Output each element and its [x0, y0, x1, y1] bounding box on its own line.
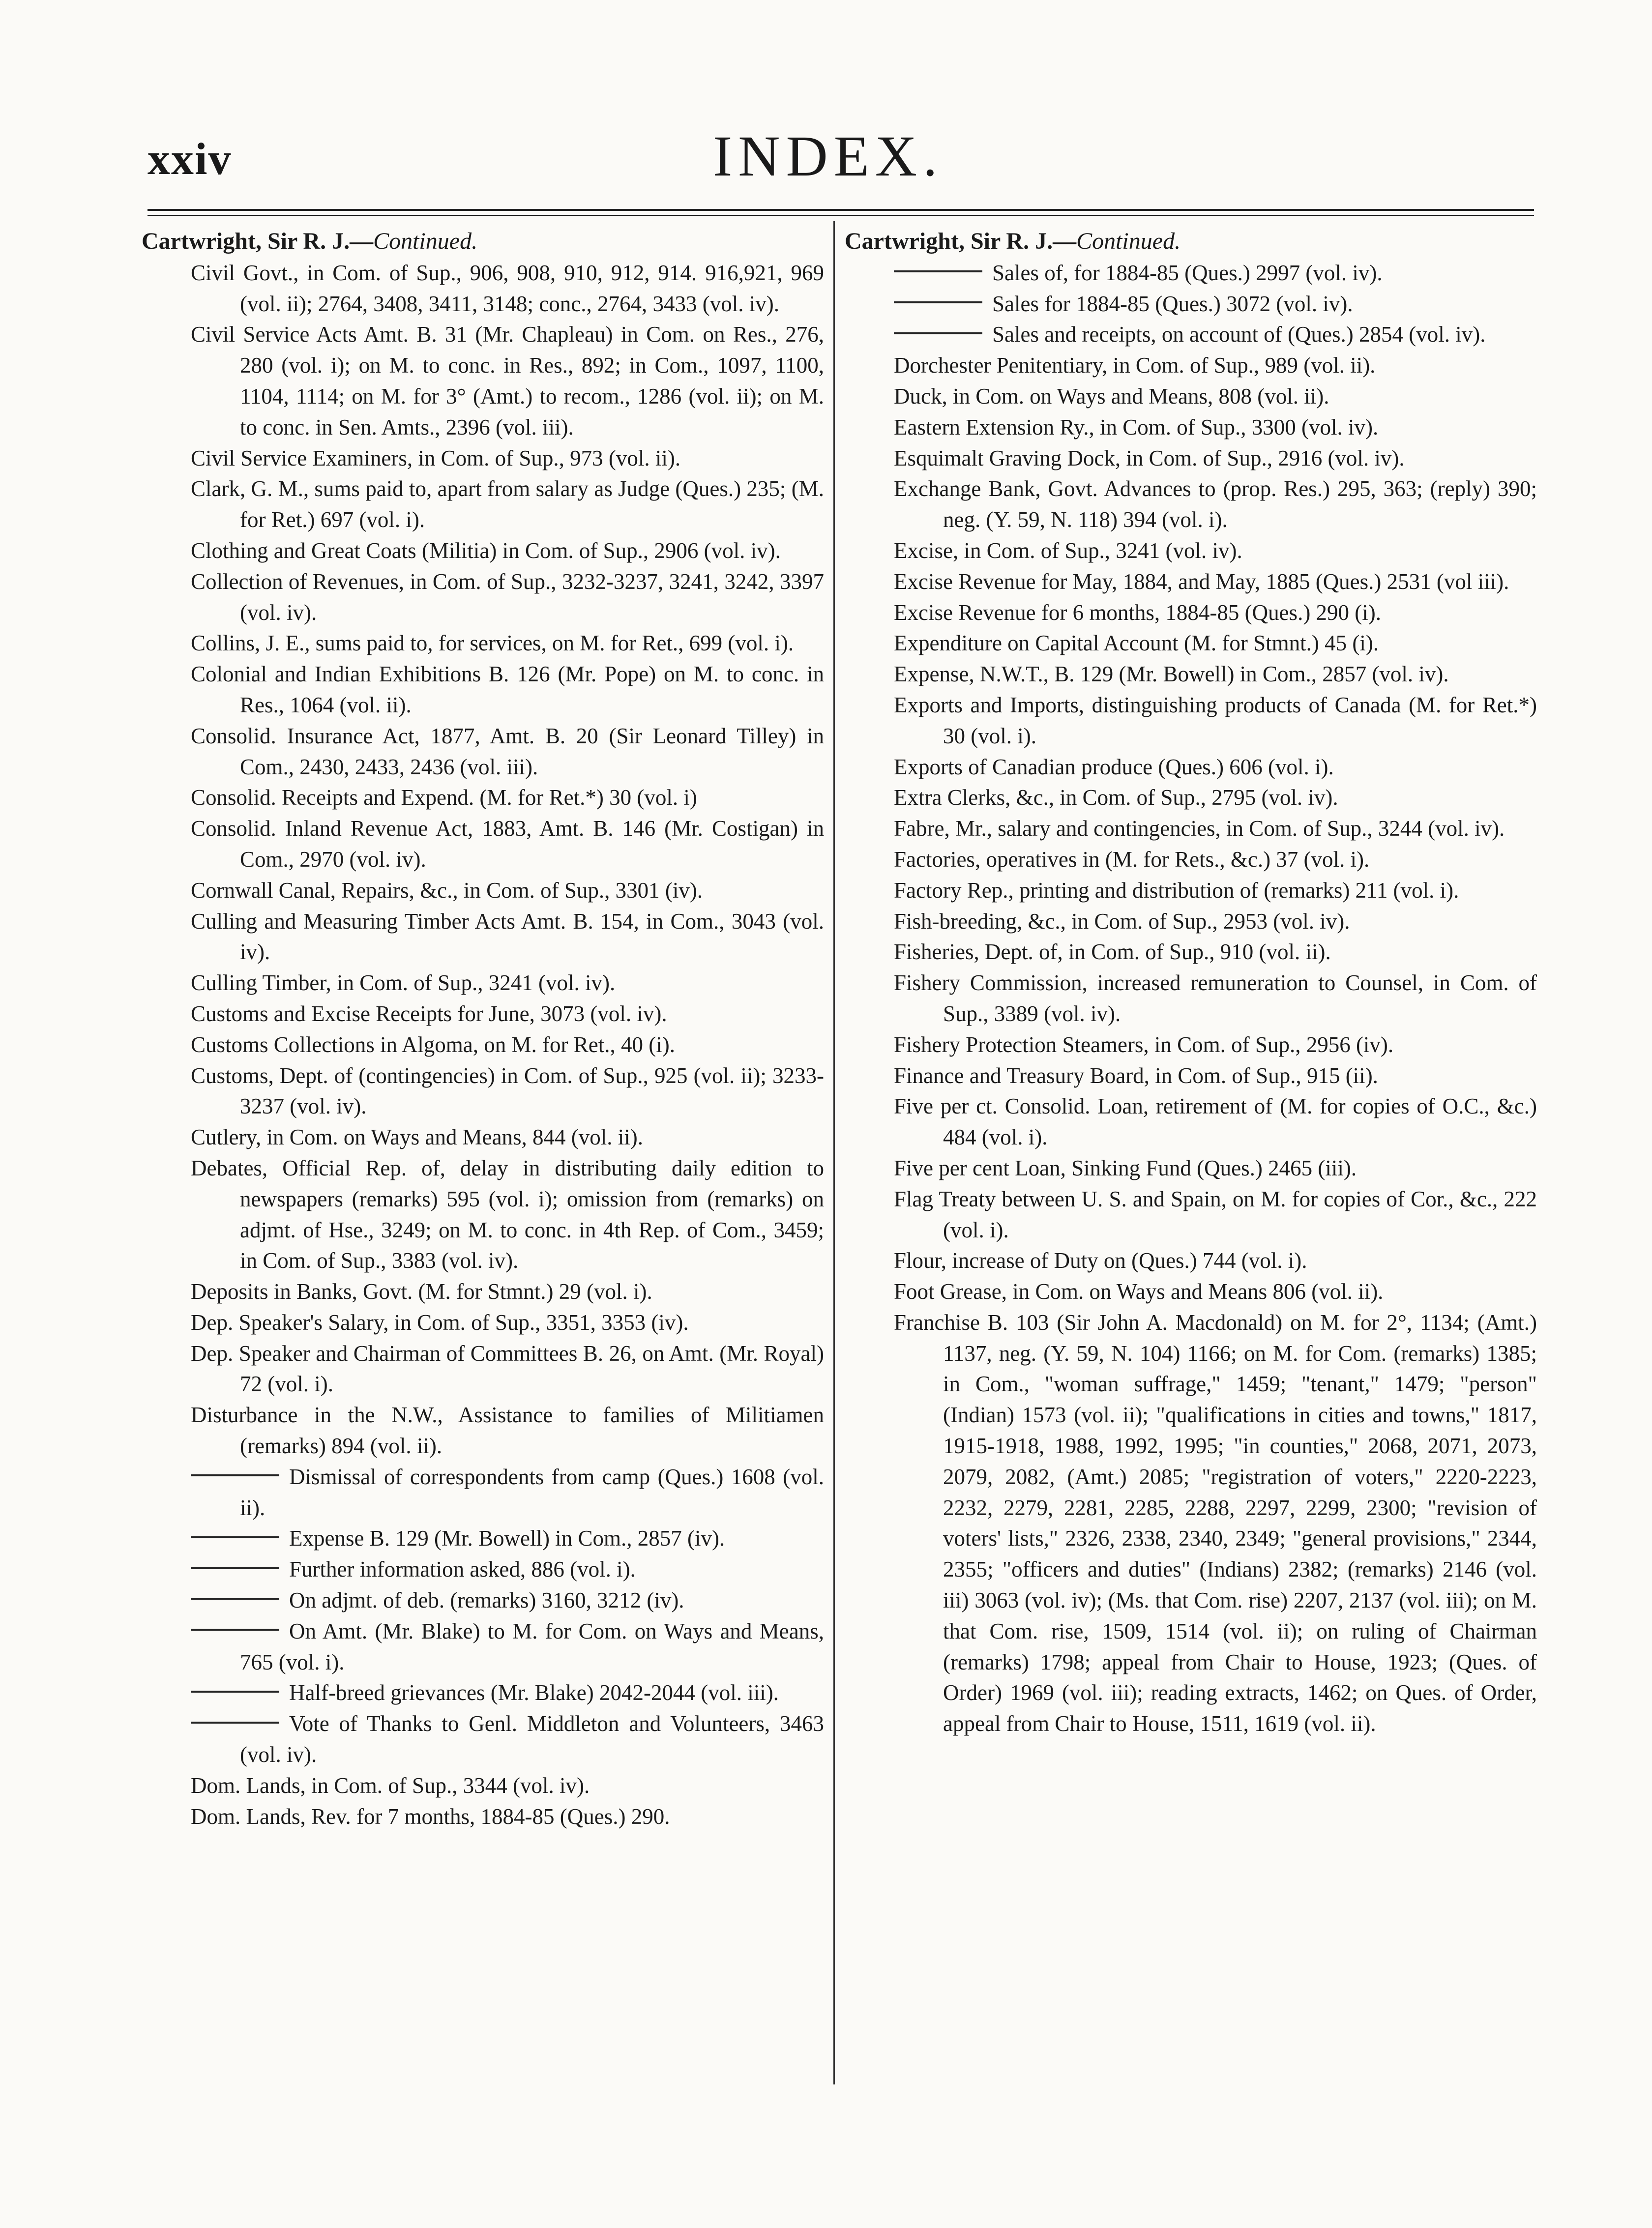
- ditto-dash: [191, 1722, 279, 1724]
- entry-text: Dom. Lands, in Com. of Sup., 3344 (vol. iv).: [191, 1773, 590, 1798]
- ditto-dash: [191, 1598, 279, 1600]
- entry-text: Five per ct. Consolid. Loan, retirement of (M. for copies of O.C., &c.) 484 (vol. i).: [894, 1094, 1537, 1150]
- left-column-heading: [142, 226, 824, 257]
- entry-text: Customs, Dept. of (contingencies) in Com. of Sup., 925 (vol. ii); 3233-3237 (vol. iv).: [191, 1063, 824, 1119]
- entry-text: Colonial and Indian Exhibitions B. 126 (Mr. Pope) on M. to conc. in Res., 1064 (vol. ii).: [191, 662, 824, 717]
- entry-text: Cutlery, in Com. on Ways and Means, 844 (vol. ii).: [191, 1125, 644, 1150]
- entry-text: Sales and receipts, on account of (Ques.) 2854 (vol. iv).: [992, 322, 1486, 347]
- entry-text: Culling and Measuring Timber Acts Amt. B. 154, in Com., 3043 (vol. iv).: [191, 909, 824, 965]
- index-entry: [191, 473, 824, 535]
- index-entry: [894, 289, 1537, 320]
- entry-text: Consolid. Insurance Act, 1877, Amt. B. 20 (Sir Leonard Tilley) in Com., 2430, 2433, 2436 (vol. iii).: [191, 723, 824, 779]
- index-entry: [191, 566, 824, 628]
- index-entry: [191, 875, 824, 906]
- heading-continued: Continued.: [1076, 228, 1181, 254]
- entry-text: Exchange Bank, Govt. Advances to (prop. Res.) 295, 363; (reply) 390; neg. (Y. 59, N. 118) 394 (vol. i).: [894, 476, 1537, 532]
- entry-text: Excise, in Com. of Sup., 3241 (vol. iv).: [894, 538, 1242, 563]
- index-entry: [191, 659, 824, 721]
- ditto-dash: [191, 1474, 279, 1476]
- index-entry: [894, 1029, 1537, 1060]
- index-entry: [191, 967, 824, 998]
- index-entry: [894, 813, 1537, 844]
- index-entry: [191, 1122, 824, 1153]
- entry-text: Flour, increase of Duty on (Ques.) 744 (vol. i).: [894, 1248, 1307, 1273]
- entry-text: Civil Service Examiners, in Com. of Sup., 973 (vol. ii).: [191, 445, 681, 470]
- entry-text: Civil Service Acts Amt. B. 31 (Mr. Chapleau) in Com. on Res., 276, 280 (vol. i); on M. to conc. in Res., 892; in Com., 1097, 1100, 1104, 1114; on M. for 3° (Amt.) to recom., 1286 (vol. ii); on M. to conc. in Sen. Amts., 2396 (vol. iii).: [191, 322, 824, 440]
- index-entry: [191, 1276, 824, 1307]
- entry-text: Excise Revenue for 6 months, 1884-85 (Ques.) 290 (i).: [894, 600, 1382, 625]
- column-divider: [833, 221, 835, 2084]
- entry-text: Cornwall Canal, Repairs, &c., in Com. of Sup., 3301 (iv).: [191, 878, 703, 903]
- entry-text: Duck, in Com. on Ways and Means, 808 (vol. ii).: [894, 383, 1329, 409]
- right-entries: [845, 258, 1537, 1739]
- entry-text: Vote of Thanks to Genl. Middleton and Volunteers, 3463 (vol. iv).: [240, 1711, 824, 1767]
- entry-text: Collection of Revenues, in Com. of Sup., 3232-3237, 3241, 3242, 3397 (vol. iv).: [191, 569, 824, 625]
- entry-text: Clothing and Great Coats (Militia) in Com. of Sup., 2906 (vol. iv).: [191, 538, 781, 563]
- index-entry: [894, 319, 1537, 350]
- index-entry: [191, 1400, 824, 1462]
- entry-text: Dom. Lands, Rev. for 7 months, 1884-85 (Ques.) 290.: [191, 1804, 670, 1829]
- entry-text: Five per cent Loan, Sinking Fund (Ques.) 2465 (iii).: [894, 1155, 1357, 1180]
- index-entry: [191, 628, 824, 659]
- index-entry: [894, 967, 1537, 1029]
- entry-text: Foot Grease, in Com. on Ways and Means 806 (vol. ii).: [894, 1279, 1384, 1304]
- entry-text: Disturbance in the N.W., Assistance to families of Militiamen (remarks) 894 (vol. ii).: [191, 1403, 824, 1459]
- entry-text: Expenditure on Capital Account (M. for Stmnt.) 45 (i).: [894, 631, 1379, 656]
- entry-text: Civil Govt., in Com. of Sup., 906, 908, 910, 912, 914. 916,921, 969 (vol. ii); 2764, 3408, 3411, 3148; conc., 2764, 3433 (vol. iv).: [191, 260, 824, 316]
- entry-text: Dismissal of correspondents from camp (Ques.) 1608 (vol. ii).: [240, 1464, 824, 1520]
- entry-text: Clark, G. M., sums paid to, apart from salary as Judge (Ques.) 235; (M. for Ret.) 697 (vol. i).: [191, 476, 824, 532]
- entry-text: Half-breed grievances (Mr. Blake) 2042-2044 (vol. iii).: [289, 1680, 779, 1705]
- index-entry: [894, 628, 1537, 659]
- index-entry: [191, 1554, 824, 1585]
- index-entry: [894, 1060, 1537, 1091]
- index-entry: [191, 813, 824, 875]
- entry-text: Deposits in Banks, Govt. (M. for Stmnt.) 29 (vol. i).: [191, 1279, 652, 1304]
- index-entry: [894, 473, 1537, 535]
- index-entry: [894, 1307, 1537, 1739]
- index-entry: [894, 937, 1537, 967]
- index-entry: [894, 350, 1537, 381]
- header-rule-thin: [148, 215, 1534, 216]
- entry-text: Consolid. Inland Revenue Act, 1883, Amt. B. 146 (Mr. Costigan) in Com., 2970 (vol. iv).: [191, 816, 824, 872]
- entry-text: Customs and Excise Receipts for June, 3073 (vol. iv).: [191, 1001, 667, 1026]
- index-entry: [894, 844, 1537, 875]
- entry-text: Dep. Speaker and Chairman of Committees B. 26, on Amt. (Mr. Royal) 72 (vol. i).: [191, 1341, 824, 1397]
- entry-text: Further information asked, 886 (vol. i).: [289, 1557, 636, 1582]
- index-entry: [894, 1245, 1537, 1276]
- index-entry: [894, 906, 1537, 937]
- entry-text: Fishery Commission, increased remuneration to Counsel, in Com. of Sup., 3389 (vol. iv).: [894, 970, 1537, 1026]
- page-title: INDEX.: [713, 124, 944, 188]
- index-entry: [191, 1770, 824, 1801]
- index-entry: [894, 1276, 1537, 1307]
- index-entry: [894, 690, 1537, 752]
- entry-text: Dorchester Penitentiary, in Com. of Sup., 989 (vol. ii).: [894, 353, 1376, 378]
- index-entry: [191, 1462, 824, 1524]
- index-entry: [894, 659, 1537, 690]
- page-number: xxiv: [148, 134, 232, 184]
- index-entry: [191, 1029, 824, 1060]
- ditto-dash: [191, 1567, 279, 1569]
- index-entry: [191, 1708, 824, 1770]
- entry-text: Fish-breeding, &c., in Com. of Sup., 2953 (vol. iv).: [894, 909, 1350, 934]
- entry-text: On adjmt. of deb. (remarks) 3160, 3212 (iv).: [289, 1588, 684, 1613]
- entry-text: Expense B. 129 (Mr. Bowell) in Com., 2857 (iv).: [289, 1526, 725, 1551]
- entry-text: Factory Rep., printing and distribution of (remarks) 211 (vol. i).: [894, 878, 1459, 903]
- entry-text: Exports of Canadian produce (Ques.) 606 (vol. i).: [894, 754, 1334, 779]
- entry-text: Sales of, for 1884-85 (Ques.) 2997 (vol. iv).: [992, 260, 1383, 285]
- index-entry: [894, 597, 1537, 628]
- entry-text: Exports and Imports, distinguishing products of Canada (M. for Ret.*) 30 (vol. i).: [894, 692, 1537, 748]
- entry-text: Culling Timber, in Com. of Sup., 3241 (vol. iv).: [191, 970, 616, 996]
- index-entry: [894, 381, 1537, 412]
- header-rule: [148, 209, 1534, 211]
- index-entry: [191, 721, 824, 783]
- entry-text: Fishery Protection Steamers, in Com. of Sup., 2956 (iv).: [894, 1032, 1394, 1057]
- index-entry: [191, 535, 824, 566]
- index-entry: [191, 998, 824, 1029]
- left-entries: [142, 258, 824, 1832]
- heading-continued: Continued.: [373, 228, 478, 254]
- index-entry: [191, 319, 824, 442]
- index-entry: [191, 1677, 824, 1708]
- entry-text: Factories, operatives in (M. for Rets., &c.) 37 (vol. i).: [894, 847, 1370, 872]
- index-entry: [894, 443, 1537, 474]
- index-entry: [191, 1523, 824, 1554]
- index-entry: [894, 1184, 1537, 1246]
- index-entry: [894, 1153, 1537, 1184]
- ditto-dash: [894, 332, 982, 334]
- index-entry: [191, 1616, 824, 1678]
- heading-name: Cartwright, Sir R. J.—: [845, 228, 1077, 254]
- index-entry: [894, 258, 1537, 289]
- entry-text: Eastern Extension Ry., in Com. of Sup., 3300 (vol. iv).: [894, 414, 1379, 440]
- entry-text: Fabre, Mr., salary and contingencies, in Com. of Sup., 3244 (vol. iv).: [894, 816, 1505, 841]
- index-entry: [191, 1585, 824, 1616]
- ditto-dash: [191, 1629, 279, 1631]
- ditto-dash: [894, 270, 982, 272]
- entry-text: Excise Revenue for May, 1884, and May, 1885 (Ques.) 2531 (vol iii).: [894, 569, 1509, 594]
- index-entry: [894, 875, 1537, 906]
- index-entry: [191, 1801, 824, 1832]
- entry-text: Debates, Official Rep. of, delay in distributing daily edition to newspapers (remarks) 595 (vol. i); omission from (remarks) on adjmt. of Hse., 3249; on M. to conc. in 4th Rep. of Com., 3459; in Com. of Sup., 3383 (vol. iv).: [191, 1155, 824, 1273]
- index-entry: [894, 1091, 1537, 1153]
- index-entry: [191, 1338, 824, 1400]
- ditto-dash: [191, 1691, 279, 1693]
- entry-text: On Amt. (Mr. Blake) to M. for Com. on Ways and Means, 765 (vol. i).: [240, 1618, 824, 1674]
- entry-text: Extra Clerks, &c., in Com. of Sup., 2795 (vol. iv).: [894, 785, 1338, 810]
- index-entry: [191, 443, 824, 474]
- index-entry: [191, 1060, 824, 1122]
- entry-text: Customs Collections in Algoma, on M. for Ret., 40 (i).: [191, 1032, 675, 1057]
- index-entry: [894, 412, 1537, 443]
- entry-text: Fisheries, Dept. of, in Com. of Sup., 910 (vol. ii).: [894, 939, 1331, 965]
- entry-text: Consolid. Receipts and Expend. (M. for Ret.*) 30 (vol. i): [191, 785, 697, 810]
- entry-text: Flag Treaty between U. S. and Spain, on M. for copies of Cor., &c., 222 (vol. i).: [894, 1186, 1537, 1242]
- entry-text: Esquimalt Graving Dock, in Com. of Sup., 2916 (vol. iv).: [894, 445, 1405, 470]
- index-entry: [191, 1307, 824, 1338]
- index-entry: [191, 782, 824, 813]
- entry-text: Franchise B. 103 (Sir John A. Macdonald) on M. for 2°, 1134; (Amt.) 1137, neg. (Y. 59, N. 104) 1166; on M. for Com. (remarks) 1385; in Com., "woman suffrage," 1459; "tenant," 1479; "person" (Indian) 1573 (vol. ii); "qualifications in cities and towns," 1817, 1915-1918, 1988, 1992, 1995; "in counties," 2068, 2071, 2073, 2079, 2082, (Amt.) 2085; "registration of voters," 2220-2223, 2232, 2279, 2281, 2285, 2288, 2297, 2299, 2300; "revision of voters' lists," 2326, 2338, 2340, 2349; "general provisions," 2344, 2355; "officers and duties" (Indians) 2382; (remarks) 2146 (vol. iii) 3063 (vol. iv); (Ms. that Com. rise) 2207, 2137 (vol. iii); on M. that Com. rise, 1509, 1514 (vol. ii); on ruling of Chairman (remarks) 1798; appeal from Chair to House, 1923; (Ques. of Order) 1969 (vol. iii); reading extracts, 1462; on Ques. of Order, appeal from Chair to House, 1511, 1619 (vol. ii).: [894, 1310, 1537, 1736]
- right-column: [845, 226, 1537, 1739]
- index-entry: [894, 782, 1537, 813]
- entry-text: Finance and Treasury Board, in Com. of Sup., 915 (ii).: [894, 1063, 1378, 1088]
- index-entry: [894, 752, 1537, 783]
- index-entry: [191, 258, 824, 320]
- ditto-dash: [894, 301, 982, 303]
- index-entry: [894, 535, 1537, 566]
- index-entry: [191, 906, 824, 968]
- left-column: [142, 226, 824, 1832]
- entry-text: Sales for 1884-85 (Ques.) 3072 (vol. iv).: [992, 291, 1353, 316]
- index-entry: [191, 1153, 824, 1276]
- entry-text: Expense, N.W.T., B. 129 (Mr. Bowell) in Com., 2857 (vol. iv).: [894, 662, 1449, 687]
- index-entry: [894, 566, 1537, 597]
- right-column-heading: [845, 226, 1537, 257]
- ditto-dash: [191, 1536, 279, 1538]
- entry-text: Collins, J. E., sums paid to, for services, on M. for Ret., 699 (vol. i).: [191, 631, 794, 656]
- entry-text: Dep. Speaker's Salary, in Com. of Sup., 3351, 3353 (iv).: [191, 1310, 689, 1335]
- heading-name: Cartwright, Sir R. J.—: [142, 228, 374, 254]
